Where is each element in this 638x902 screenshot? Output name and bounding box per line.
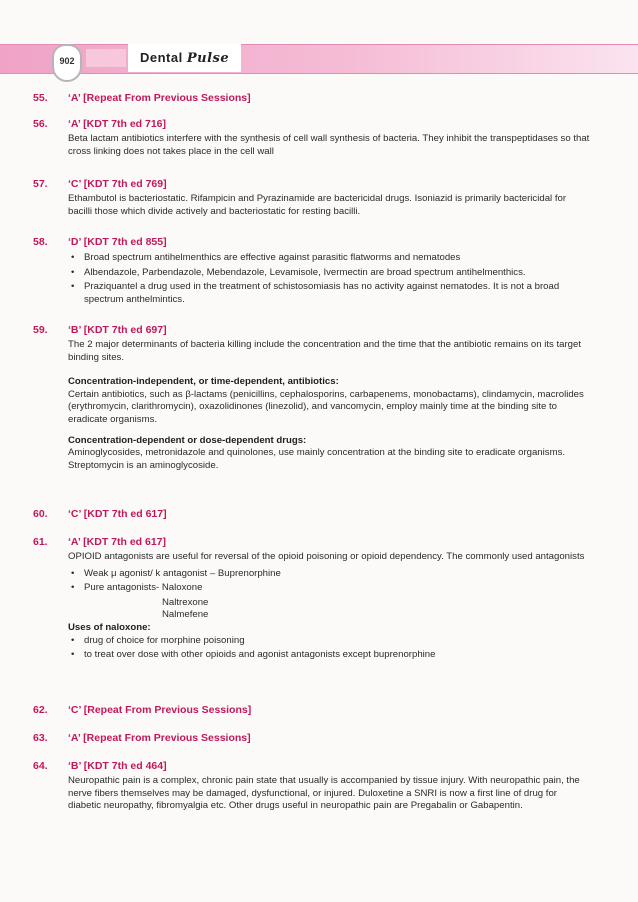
answer-number: 57.: [33, 178, 48, 190]
time-dependent-text: Certain antibiotics, such as β-lactams (penicillins, cephalosporins, carbapenems, monobactams), clindamycin, macrolides (erythromycin, clarithromycin), oxazolidinones (linezolid), and vancomycin, employ mainly time at the binding site to eradicate organisms.: [68, 388, 584, 425]
answer-number: 55.: [33, 92, 48, 104]
bullet-text: Broad spectrum antihelmenthics are effective against parasitic flatworms and nematodes: [84, 252, 461, 263]
answer-key: ‘B’ [KDT 7th ed 464]: [68, 760, 167, 772]
answer-number: 63.: [33, 732, 48, 744]
bullet-text: drug of choice for morphine poisoning: [84, 634, 245, 646]
answer-explanation: Ethambutol is bacteriostatic. Rifampicin and Pyrazinamide are bactericidal drugs. Isoniazid is primarily bactericidal for bacilli those which divide actively and bacteriostatic for resting bacilli.: [68, 193, 567, 217]
answer-key: ‘A’ [Repeat From Previous Sessions]: [68, 732, 251, 744]
drug-name: Naloxone: [161, 582, 203, 594]
answer-key: ‘C’ [Repeat From Previous Sessions]: [68, 704, 252, 716]
bullet-text: to treat over dose with other opioids and agonist antagonists except buprenorphine: [84, 649, 436, 661]
answer-explanation: OPIOID antagonists are useful for reversal of the opioid poisoning or opioid dependency. The commonly used antagonists: [68, 551, 585, 562]
subheading-time-dependent: Concentration-independent, or time-dependent, antibiotics:: [68, 376, 339, 388]
list-item: • Albendazole, Parbendazole, Mebendazole, Levamisole, Ivermectin are broad spectrum antihelmenthics.: [71, 266, 526, 278]
list-item: • Pure antagonists- Naloxone: [71, 582, 203, 594]
answer-key: ‘C’ [KDT 7th ed 769]: [68, 178, 167, 190]
subheading-uses-naloxone: Uses of naloxone:: [68, 621, 151, 633]
page-number-badge: [52, 44, 82, 82]
answer-number: 61.: [33, 536, 48, 548]
list-item: • drug of choice for morphine poisoning: [71, 634, 245, 646]
concentration-dependent-text: Aminoglycosides, metronidazole and quinolones, use mainly concentration at the binding site to eradicate organisms. Streptomycin is an aminoglycoside.: [68, 447, 566, 471]
running-title-main: Dental: [140, 50, 187, 65]
answer-number: 60.: [33, 508, 48, 520]
answer-bullets: [68, 252, 590, 308]
answer-key: ‘A’ [KDT 7th ed 716]: [68, 118, 167, 130]
running-title: [128, 44, 241, 72]
bullet-text: Albendazole, Parbendazole, Mebendazole, Levamisole, Ivermectin are broad spectrum antihelmenthics.: [84, 266, 526, 278]
list-item: • Weak μ agonist/ k antagonist – Buprenorphine: [71, 567, 281, 579]
answer-key: ‘D’ [KDT 7th ed 855]: [68, 236, 167, 248]
running-title-script: Pulse: [186, 51, 230, 66]
bullet-text: Pure antagonists-: [84, 582, 160, 594]
answer-key: ‘B’ [KDT 7th ed 697]: [68, 324, 167, 336]
subheading-concentration-dependent: Concentration-dependent or dose-dependent drugs:: [68, 434, 307, 446]
answer-number: 64.: [33, 760, 48, 772]
answer-key: ‘A’ [Repeat From Previous Sessions]: [68, 92, 251, 104]
list-item: • Broad spectrum antihelmenthics are effective against parasitic flatworms and nematodes: [71, 252, 461, 263]
bullet-text: Praziquantel a drug used in the treatment of schistosomiasis has no activity against nematodes. It is not a broad spectrum anthelmintics.: [84, 281, 560, 305]
answer-key: ‘A’ [KDT 7th ed 617]: [68, 536, 167, 548]
answer-number: 62.: [33, 704, 48, 716]
answer-explanation-block: [68, 339, 590, 476]
bullet-text: Weak μ agonist/ k antagonist – Buprenorphine: [84, 567, 281, 579]
page-number: 902: [59, 56, 75, 66]
answer-number: 56.: [33, 118, 48, 130]
list-item: • Praziquantel a drug used in the treatment of schistosomiasis has no activity against nematodes. It is not a broad spectrum anthelmintics.: [71, 281, 560, 305]
answer-key: ‘C’ [KDT 7th ed 617]: [68, 508, 167, 520]
list-item: • to treat over dose with other opioids and agonist antagonists except buprenorphine: [71, 649, 436, 661]
header-sheen: [86, 49, 126, 67]
answer-explanation-block: [68, 551, 590, 664]
answer-number: 58.: [33, 236, 48, 248]
drug-name: Nalmefene: [162, 609, 209, 621]
answer-explanation: Neuropathic pain is a complex, chronic pain state that usually is accompanied by tissue injury. With neuropathic pain, the nerve fibers themselves may be damaged, dysfunctional, or injured. Duloxetine a SNRI is now a first line of drug for diabetic neuropathy, fibromyalgia etc. Other drugs useful in neuropathic pain are Pregabalin or Gabapentin.: [68, 775, 580, 812]
drug-name: Naltrexone: [162, 596, 209, 608]
answer-explanation: The 2 major determinants of bacteria killing include the concentration and the time that the antibiotic remains on its target binding sites.: [68, 339, 582, 363]
answer-number: 59.: [33, 324, 48, 336]
answer-explanation: Beta lactam antibiotics interfere with the synthesis of cell wall synthesis of bacteria. They inhibit the transpeptidases so that cross linking does not takes place in the cell wall: [68, 133, 590, 157]
